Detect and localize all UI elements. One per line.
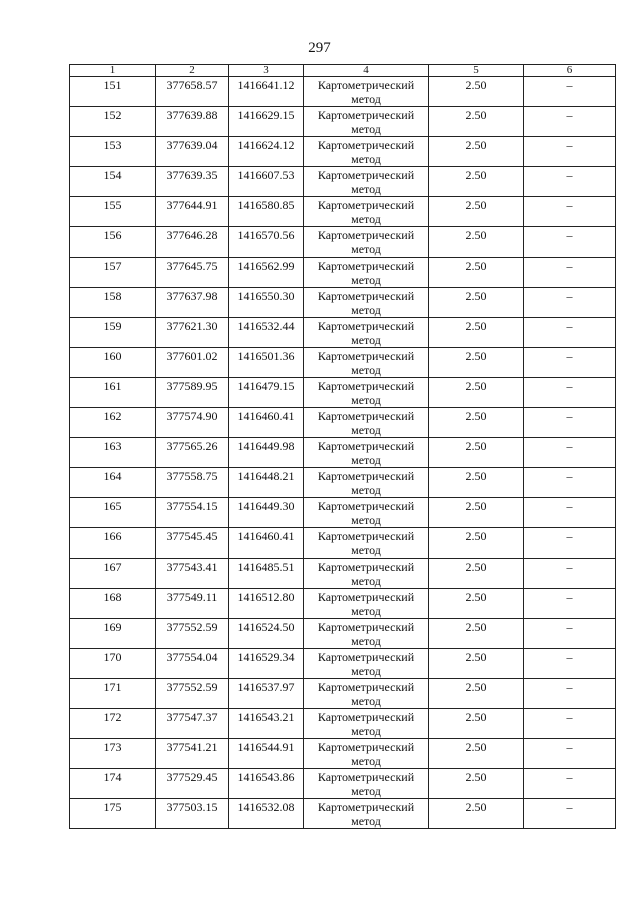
note-cell: –: [524, 167, 616, 197]
x-coordinate-cell: 377574.90: [156, 408, 229, 438]
accuracy-cell: 2.50: [429, 408, 524, 438]
y-coordinate-cell: 1416624.12: [229, 137, 304, 167]
accuracy-cell: 2.50: [429, 167, 524, 197]
point-number-cell: 164: [70, 468, 156, 498]
method-cell: Картометрический метод: [304, 708, 429, 738]
note-cell: –: [524, 227, 616, 257]
note-cell: –: [524, 648, 616, 678]
y-coordinate-cell: 1416543.86: [229, 769, 304, 799]
table-row: [70, 408, 616, 438]
y-coordinate-cell: 1416607.53: [229, 167, 304, 197]
x-coordinate-cell: 377547.37: [156, 708, 229, 738]
y-coordinate-cell: 1416641.12: [229, 77, 304, 107]
method-cell: Картометрический метод: [304, 137, 429, 167]
point-number-cell: 154: [70, 167, 156, 197]
table-row: [70, 498, 616, 528]
header-cell-6: 6: [524, 65, 616, 77]
accuracy-cell: 2.50: [429, 227, 524, 257]
table-row: [70, 197, 616, 227]
accuracy-cell: 2.50: [429, 588, 524, 618]
method-cell: Картометрический метод: [304, 468, 429, 498]
table-row: [70, 227, 616, 257]
table-row: [70, 107, 616, 137]
table-row: [70, 468, 616, 498]
x-coordinate-cell: 377658.57: [156, 77, 229, 107]
y-coordinate-cell: 1416570.56: [229, 227, 304, 257]
note-cell: –: [524, 257, 616, 287]
point-number-cell: 153: [70, 137, 156, 167]
x-coordinate-cell: 377549.11: [156, 588, 229, 618]
x-coordinate-cell: 377565.26: [156, 438, 229, 468]
table-row: [70, 287, 616, 317]
note-cell: –: [524, 377, 616, 407]
table-header: [70, 65, 616, 77]
table-row: [70, 137, 616, 167]
note-cell: –: [524, 799, 616, 829]
header-cell-5: 5: [429, 65, 524, 77]
y-coordinate-cell: 1416544.91: [229, 739, 304, 769]
method-cell: Картометрический метод: [304, 197, 429, 227]
x-coordinate-cell: 377541.21: [156, 739, 229, 769]
accuracy-cell: 2.50: [429, 498, 524, 528]
y-coordinate-cell: 1416562.99: [229, 257, 304, 287]
y-coordinate-cell: 1416532.08: [229, 799, 304, 829]
y-coordinate-cell: 1416529.34: [229, 648, 304, 678]
accuracy-cell: 2.50: [429, 77, 524, 107]
note-cell: –: [524, 708, 616, 738]
table-row: [70, 438, 616, 468]
table-row: [70, 799, 616, 829]
accuracy-cell: 2.50: [429, 708, 524, 738]
note-cell: –: [524, 739, 616, 769]
point-number-cell: 167: [70, 558, 156, 588]
point-number-cell: 166: [70, 528, 156, 558]
x-coordinate-cell: 377637.98: [156, 287, 229, 317]
x-coordinate-cell: 377554.04: [156, 648, 229, 678]
accuracy-cell: 2.50: [429, 648, 524, 678]
accuracy-cell: 2.50: [429, 558, 524, 588]
accuracy-cell: 2.50: [429, 678, 524, 708]
x-coordinate-cell: 377639.04: [156, 137, 229, 167]
table-row: [70, 618, 616, 648]
y-coordinate-cell: 1416479.15: [229, 377, 304, 407]
y-coordinate-cell: 1416543.21: [229, 708, 304, 738]
method-cell: Картометрический метод: [304, 588, 429, 618]
table-row: [70, 257, 616, 287]
method-cell: Картометрический метод: [304, 769, 429, 799]
table-row: [70, 739, 616, 769]
point-number-cell: 173: [70, 739, 156, 769]
point-number-cell: 171: [70, 678, 156, 708]
y-coordinate-cell: 1416449.30: [229, 498, 304, 528]
x-coordinate-cell: 377644.91: [156, 197, 229, 227]
note-cell: –: [524, 558, 616, 588]
table-row: [70, 317, 616, 347]
y-coordinate-cell: 1416512.80: [229, 588, 304, 618]
accuracy-cell: 2.50: [429, 197, 524, 227]
accuracy-cell: 2.50: [429, 137, 524, 167]
x-coordinate-cell: 377639.35: [156, 167, 229, 197]
method-cell: Картометрический метод: [304, 408, 429, 438]
point-number-cell: 170: [70, 648, 156, 678]
method-cell: Картометрический метод: [304, 648, 429, 678]
y-coordinate-cell: 1416449.98: [229, 438, 304, 468]
method-cell: Картометрический метод: [304, 618, 429, 648]
note-cell: –: [524, 408, 616, 438]
table-row: [70, 347, 616, 377]
table-row: [70, 167, 616, 197]
x-coordinate-cell: 377645.75: [156, 257, 229, 287]
x-coordinate-cell: 377601.02: [156, 347, 229, 377]
note-cell: –: [524, 588, 616, 618]
accuracy-cell: 2.50: [429, 257, 524, 287]
point-number-cell: 168: [70, 588, 156, 618]
x-coordinate-cell: 377621.30: [156, 317, 229, 347]
accuracy-cell: 2.50: [429, 317, 524, 347]
note-cell: –: [524, 468, 616, 498]
point-number-cell: 152: [70, 107, 156, 137]
accuracy-cell: 2.50: [429, 287, 524, 317]
method-cell: Картометрический метод: [304, 438, 429, 468]
accuracy-cell: 2.50: [429, 618, 524, 648]
table-row: [70, 708, 616, 738]
table-row: [70, 377, 616, 407]
y-coordinate-cell: 1416537.97: [229, 678, 304, 708]
accuracy-cell: 2.50: [429, 107, 524, 137]
point-number-cell: 165: [70, 498, 156, 528]
x-coordinate-cell: 377554.15: [156, 498, 229, 528]
point-number-cell: 169: [70, 618, 156, 648]
accuracy-cell: 2.50: [429, 799, 524, 829]
method-cell: Картометрический метод: [304, 107, 429, 137]
method-cell: Картометрический метод: [304, 739, 429, 769]
accuracy-cell: 2.50: [429, 739, 524, 769]
accuracy-cell: 2.50: [429, 347, 524, 377]
note-cell: –: [524, 347, 616, 377]
y-coordinate-cell: 1416448.21: [229, 468, 304, 498]
point-number-cell: 172: [70, 708, 156, 738]
method-cell: Картометрический метод: [304, 528, 429, 558]
header-cell-3: 3: [229, 65, 304, 77]
method-cell: Картометрический метод: [304, 257, 429, 287]
table-row: [70, 528, 616, 558]
y-coordinate-cell: 1416532.44: [229, 317, 304, 347]
note-cell: –: [524, 438, 616, 468]
coordinates-table: [69, 64, 616, 829]
point-number-cell: 156: [70, 227, 156, 257]
x-coordinate-cell: 377639.88: [156, 107, 229, 137]
point-number-cell: 175: [70, 799, 156, 829]
point-number-cell: 161: [70, 377, 156, 407]
table-row: [70, 769, 616, 799]
note-cell: –: [524, 107, 616, 137]
accuracy-cell: 2.50: [429, 377, 524, 407]
table-row: [70, 678, 616, 708]
note-cell: –: [524, 77, 616, 107]
point-number-cell: 163: [70, 438, 156, 468]
note-cell: –: [524, 618, 616, 648]
y-coordinate-cell: 1416460.41: [229, 408, 304, 438]
method-cell: Картометрический метод: [304, 227, 429, 257]
method-cell: Картометрический метод: [304, 377, 429, 407]
note-cell: –: [524, 197, 616, 227]
table-row: [70, 588, 616, 618]
accuracy-cell: 2.50: [429, 438, 524, 468]
header-cell-1: 1: [70, 65, 156, 77]
method-cell: Картометрический метод: [304, 167, 429, 197]
y-coordinate-cell: 1416629.15: [229, 107, 304, 137]
y-coordinate-cell: 1416524.50: [229, 618, 304, 648]
y-coordinate-cell: 1416485.51: [229, 558, 304, 588]
point-number-cell: 160: [70, 347, 156, 377]
method-cell: Картометрический метод: [304, 498, 429, 528]
x-coordinate-cell: 377552.59: [156, 618, 229, 648]
method-cell: Картометрический метод: [304, 287, 429, 317]
x-coordinate-cell: 377543.41: [156, 558, 229, 588]
note-cell: –: [524, 678, 616, 708]
point-number-cell: 151: [70, 77, 156, 107]
y-coordinate-cell: 1416501.36: [229, 347, 304, 377]
y-coordinate-cell: 1416460.41: [229, 528, 304, 558]
note-cell: –: [524, 769, 616, 799]
x-coordinate-cell: 377589.95: [156, 377, 229, 407]
point-number-cell: 162: [70, 408, 156, 438]
table-row: [70, 558, 616, 588]
x-coordinate-cell: 377646.28: [156, 227, 229, 257]
note-cell: –: [524, 137, 616, 167]
method-cell: Картометрический метод: [304, 77, 429, 107]
note-cell: –: [524, 498, 616, 528]
table-body: [70, 77, 616, 829]
x-coordinate-cell: 377558.75: [156, 468, 229, 498]
accuracy-cell: 2.50: [429, 468, 524, 498]
point-number-cell: 155: [70, 197, 156, 227]
point-number-cell: 174: [70, 769, 156, 799]
method-cell: Картометрический метод: [304, 317, 429, 347]
x-coordinate-cell: 377545.45: [156, 528, 229, 558]
y-coordinate-cell: 1416550.30: [229, 287, 304, 317]
header-row: [70, 65, 616, 77]
accuracy-cell: 2.50: [429, 769, 524, 799]
y-coordinate-cell: 1416580.85: [229, 197, 304, 227]
point-number-cell: 158: [70, 287, 156, 317]
header-cell-2: 2: [156, 65, 229, 77]
method-cell: Картометрический метод: [304, 558, 429, 588]
x-coordinate-cell: 377529.45: [156, 769, 229, 799]
table-row: [70, 77, 616, 107]
header-cell-4: 4: [304, 65, 429, 77]
point-number-cell: 157: [70, 257, 156, 287]
method-cell: Картометрический метод: [304, 799, 429, 829]
x-coordinate-cell: 377552.59: [156, 678, 229, 708]
note-cell: –: [524, 287, 616, 317]
table-row: [70, 648, 616, 678]
note-cell: –: [524, 528, 616, 558]
page-number: 297: [308, 40, 331, 56]
accuracy-cell: 2.50: [429, 528, 524, 558]
x-coordinate-cell: 377503.15: [156, 799, 229, 829]
note-cell: –: [524, 317, 616, 347]
method-cell: Картометрический метод: [304, 678, 429, 708]
point-number-cell: 159: [70, 317, 156, 347]
method-cell: Картометрический метод: [304, 347, 429, 377]
